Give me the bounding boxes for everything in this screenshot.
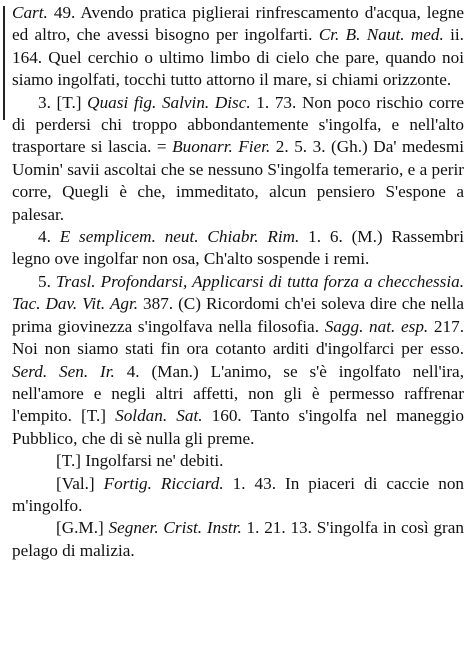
entry-paragraph: [12, 226, 464, 271]
citation-text: Sagg. nat. esp.: [324, 316, 429, 336]
entry-paragraph: [12, 2, 464, 92]
citation-text: Quasi fig. Salvin. Disc.: [87, 92, 251, 112]
citation-text: E semplicem. neut. Chiabr. Rim.: [59, 227, 300, 247]
citation-text: Cr. B. Naut. med.: [318, 25, 444, 45]
body-text: ii. 164. Quel cerchio o ultimo limbo di cielo che pare, quando noi siamo ingolfati, tocchi tutto attorno il mare, si chiami orizzonte.: [12, 25, 464, 90]
entry-paragraph: [12, 473, 464, 518]
body-text: [G.M.]: [56, 518, 109, 538]
citation-text: Serd. Sen. Ir.: [12, 361, 115, 381]
body-text: 2. 5. 3. (Gh.) Da' medesmi Uomin' savii ascoltai che se nessuno S'ingolfa temerario, e a perir corre, Quegli è che, immeditato, alcun pensiero S'espone a palesar.: [12, 137, 464, 224]
citation-text: Buonarr. Fier.: [172, 137, 271, 157]
citation-text: Trasl. Profondarsi, Applicarsi di tutta forza a checchessia. Tac. Dav. Vit. Agr.: [12, 271, 465, 314]
entry-paragraph: [12, 450, 464, 472]
entry-paragraph: [12, 517, 464, 562]
body-text: 5.: [38, 271, 56, 291]
entry-paragraph: [12, 271, 464, 450]
entry-paragraph: [12, 92, 464, 226]
citation-text: Soldan. Sat.: [115, 406, 203, 426]
citation-text: Cart.: [12, 3, 48, 22]
margin-rule: [3, 6, 5, 120]
body-text: 49. Avendo pratica piglierai rinfrescamento d'acqua, legne ed altro, che avessi bisogno per ingolfarti.: [12, 3, 464, 45]
body-text: [Val.]: [56, 473, 104, 493]
citation-text: Fortig. Ricciard.: [103, 473, 224, 493]
body-text: 4.: [38, 227, 60, 247]
body-text: 1. 73. Non poco rischio corre di perdersi chi troppo abbondantemente s'ingolfa, e nell'alto trasportare si lascia. =: [12, 92, 464, 157]
body-text: 217. Noi non siamo stati fin ora cotanto arditi d'ingolfarci per esso.: [12, 316, 465, 359]
body-text: 4. (Man.) L'animo, se s'è ingolfato nell'ira, nell'amore e negli altri affetti, non gli è permesso raffrenar l'empito. [T.]: [12, 361, 464, 426]
body-text: 1. 43. In piaceri di caccie non m'ingolfo.: [12, 473, 465, 515]
body-text: 1. 21. 13. S'ingolfa in così gran pelago di malizia.: [12, 518, 464, 560]
citation-text: Segner. Crist. Instr.: [108, 518, 242, 538]
body-text: 1. 6. (M.) Rassembri legno ove ingolfar non osa, Ch'alto sospende i remi.: [12, 227, 464, 269]
body-text: 3. [T.]: [38, 92, 88, 112]
entry-body: [12, 2, 464, 562]
body-text: 387. (C) Ricordomi ch'ei soleva dire che nella prima giovinezza s'ingolfava nella filosofia.: [12, 294, 464, 336]
body-text: 160. Tanto s'ingolfa nel maneggio Pubblico, che di sè nulla gli preme.: [12, 406, 464, 448]
body-text: [T.] Ingolfarsi ne' debiti.: [56, 451, 224, 471]
